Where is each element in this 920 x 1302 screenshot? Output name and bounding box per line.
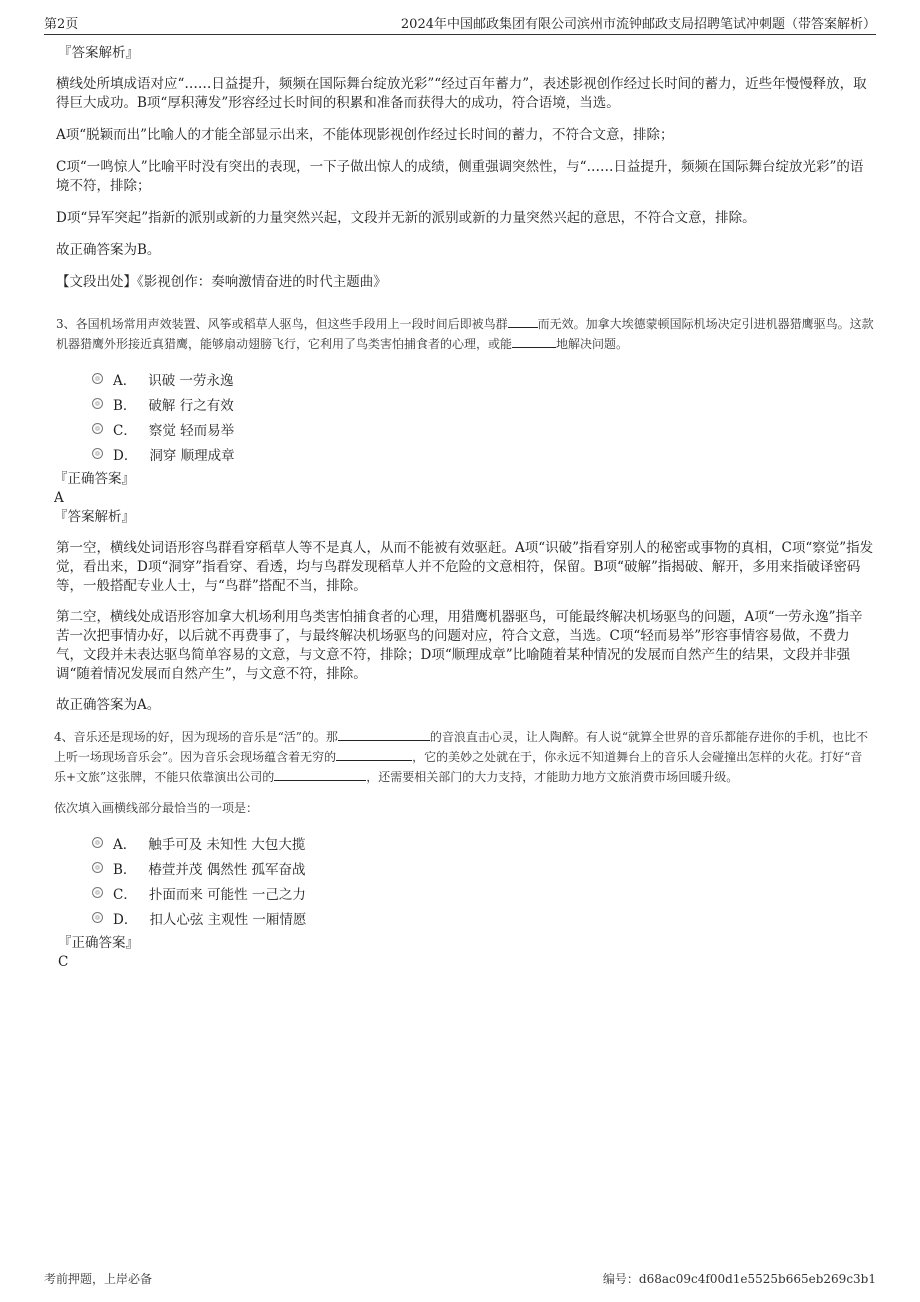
- q3-analysis-para1: 第一空，横线处词语形容鸟群看穿稻草人等不是真人，从而不能被有效驱赶。A项“识破”指看穿别人的秘密或事物的真相，C项“察觉”指发觉，看出来，D项“洞穿”指看穿、看透，均与鸟群发现稻草人并不危险的文意相符，保留。B项“破解”指揭破、解开，多用来指破译密码等，一般搭配专业人士，与“鸟群”搭配不当，排除。: [56, 540, 874, 594]
- q4-options: [56, 830, 874, 930]
- q4-option-d[interactable]: D． 扣人心弦 主观性 一厢情愿: [56, 905, 874, 930]
- radio-icon[interactable]: [92, 448, 103, 459]
- q4-blank-3: [274, 767, 366, 781]
- q3-options: [56, 366, 874, 466]
- page-content: [56, 44, 874, 972]
- q2-analysis-para4: D项“异军突起”指新的派别或新的力量突然兴起，文段并无新的派别或新的力量突然兴起的意思，不符合文意，排除。: [56, 210, 756, 226]
- document-title: 2024年中国邮政集团有限公司滨州市流钟邮政支局招聘笔试冲刺题（带答案解析）: [400, 17, 876, 32]
- page-number: 第2页: [44, 17, 79, 32]
- q2-source: 【文段出处】《影视创作：奏响激情奋进的时代主题曲》: [56, 274, 387, 290]
- q4-blank-2: [336, 747, 412, 761]
- q4-option-a[interactable]: A． 触手可及 未知性 大包大揽: [56, 830, 874, 855]
- radio-icon[interactable]: [92, 837, 103, 848]
- q3-option-c[interactable]: C． 察觉 轻而易举: [56, 416, 874, 441]
- q2-analysis-para1: 横线处所填成语对应“……日益提升，频频在国际舞台绽放光彩”“经过百年蓄力”，表述影视创作经过长时间的蓄力，近些年慢慢释放，取得巨大成功。B项“厚积薄发”形容经过长时间的积累和准备而获得大的成功，符合语境，当选。: [56, 76, 867, 111]
- radio-icon[interactable]: [92, 398, 103, 409]
- q4-stem: [54, 727, 874, 787]
- q4-answer: C: [58, 954, 69, 970]
- q3-conclusion: 故正确答案为A。: [56, 697, 161, 713]
- q4-stem-part1: 4、音乐还是现场的好，因为现场的音乐是“活”的。那: [54, 730, 338, 744]
- q2-analysis-para3: C项“一鸣惊人”比喻平时没有突出的表现，一下子做出惊人的成绩，侧重强调突然性，与“……日益提升，频频在国际舞台绽放光彩”的语境不符，排除；: [56, 159, 864, 194]
- q4-answer-tag: 『正确答案』: [58, 935, 139, 951]
- q3-blank-2: [512, 334, 556, 348]
- q3-analysis-para2: 第二空，横线处成语形容加拿大机场利用鸟类害怕捕食者的心理，用猎鹰机器驱鸟，可能最终解决机场驱鸟的问题，A项“一劳永逸”指辛苦一次把事情办好，以后就不再费事了，与最终解决机场驱鸟的问题对应，符合文意，当选。C项“轻而易举”形容事情容易做，不费力气，文段并未表达驱鸟简单容易的文意，与文意不符，排除；D项“顺理成章”比喻随着某种情况的发展而自然产生的结果，文段并非强调“随着情况发展而自然产生”，与文意不符，排除。: [56, 609, 863, 682]
- q3-option-a[interactable]: A． 识破 一劳永逸: [56, 366, 874, 391]
- footer-slogan: 考前押题，上岸必备: [44, 1272, 153, 1286]
- radio-icon[interactable]: [92, 912, 103, 923]
- q3-option-b[interactable]: B． 破解 行之有效: [56, 391, 874, 416]
- radio-icon[interactable]: [92, 887, 103, 898]
- q4-prompt: 依次填入画横线部分最恰当的一项是：: [54, 801, 259, 815]
- q3-stem: [56, 314, 874, 354]
- q4-stem-part2: 的音浪直击心灵，让人陶醉。有人说“就算全世界的音乐都能存进你的手机，也比不上听一场现场音乐会”。因为音乐会现场蕴含着无穷的: [54, 730, 869, 764]
- radio-icon[interactable]: [92, 423, 103, 434]
- q3-analysis-tag: 『答案解析』: [54, 509, 135, 525]
- page-header: [44, 10, 876, 35]
- q4-option-b[interactable]: B． 椿萱并茂 偶然性 孤军奋战: [56, 855, 874, 880]
- q3-answer-tag: 『正确答案』: [54, 471, 135, 487]
- q3-blank-1: [508, 314, 538, 328]
- q3-stem-part3: 地解决问题。: [556, 337, 629, 351]
- q2-analysis-para2: A项“脱颖而出”比喻人的才能全部显示出来，不能体现影视创作经过长时间的蓄力，不符合文意，排除；: [56, 127, 674, 143]
- q3-stem-part1: 3、各国机场常用声效装置、风筝或稻草人驱鸟，但这些手段用上一段时间后即被鸟群: [56, 317, 508, 331]
- q3-stem-part2: 而无效。加拿大埃德蒙顿国际机场决定引进机器猎鹰驱鸟。这款机器猎鹰外形接近真猎鹰，能够扇动翅膀飞行，它利用了鸟类害怕捕食者的心理，或能: [56, 317, 874, 351]
- q4-blank-1: [338, 727, 430, 741]
- q4-stem-part3: ，它的美妙之处就在于，你永远不知道舞台上的音乐人会碰撞出怎样的火花。打好“音乐+文旅”这张牌，不能只依靠演出公司的: [54, 750, 863, 784]
- page-footer: [44, 1270, 876, 1290]
- q4-option-c[interactable]: C． 扑面而来 可能性 一己之力: [56, 880, 874, 905]
- q3-option-d[interactable]: D． 洞穿 顺理成章: [56, 441, 874, 466]
- document-id: 编号：d68ac09c4f00d1e5525b665eb269c3b1: [602, 1272, 876, 1286]
- q2-conclusion: 故正确答案为B。: [56, 242, 161, 258]
- q4-stem-part4: ，还需要相关部门的大力支持，才能助力地方文旅消费市场回暖升级。: [366, 770, 739, 784]
- q2-analysis-tag: 『答案解析』: [58, 45, 139, 61]
- q3-answer: A: [54, 490, 64, 506]
- radio-icon[interactable]: [92, 373, 103, 384]
- radio-icon[interactable]: [92, 862, 103, 873]
